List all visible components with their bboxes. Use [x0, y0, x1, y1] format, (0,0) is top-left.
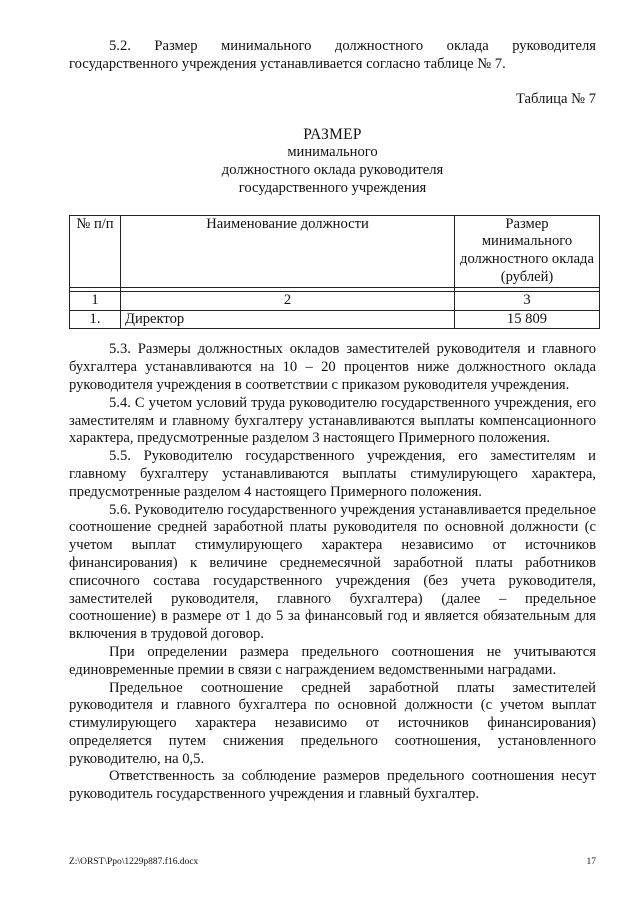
document-body — [69, 38, 596, 804]
paragraph-5-4: 5.4. С учетом условий труда руководителю государственного учреждения, его заместителям и главному бухгалтеру устанавливаются выплаты компенсационного характера, предусмотренные разделом 3 настоящего Примерного положения. — [69, 394, 596, 447]
heading-title: РАЗМЕР — [303, 126, 362, 144]
paragraph-5-6: 5.6. Руководителю государственного учреждения устанавливается предельное соотношение средней заработной платы руководителя по основной должности (с учетом выплат стимулирующего характера независимо от источников финансирования) к величине среднемесячной заработной платы работников списочного состава государственного учреждения (без учета руководителя, заместителей руководителя, главного бухгалтера) (далее – предельное соотношение) в размере от 1 до 5 за финансовый год и является обязательным для включения в трудовой договор. — [69, 501, 596, 643]
salary-table — [69, 215, 600, 330]
paragraph-responsibility: Ответственность за соблюдение размеров предельного соотношения несут руководитель государственного учреждения и главный бухгалтер. — [69, 768, 596, 803]
page-footer — [69, 856, 596, 868]
column-number-row — [70, 291, 600, 310]
row-num: 1. — [70, 310, 121, 329]
header-num: № п/п — [70, 215, 121, 287]
table-row — [70, 310, 600, 329]
paragraph-bonus-exclusion: При определении размера предельного соотношения не учитываются единовременные премии в связи с награждением ведомственными наградами. — [69, 643, 596, 678]
col-number-2: 2 — [121, 291, 455, 310]
col-number-3: 3 — [455, 291, 600, 310]
heading-line-3: должностного оклада руководителя — [221, 161, 444, 178]
paragraph-5-3: 5.3. Размеры должностных окладов заместителей руководителя и главного бухгалтера устанавливаются на 10 – 20 процентов ниже должностного оклада руководителя учреждения в соответствии с приказом руководителя учреждения. — [69, 341, 596, 393]
heading-line-4: государственного учреждения — [238, 179, 427, 196]
table-heading — [69, 126, 596, 197]
paragraph-5-5: 5.5. Руководителю государственного учреждения, его заместителям и главному бухгалтеру устанавливаются выплаты стимулирующего характера, предусмотренные разделом 4 настоящего Примерного положения. — [69, 448, 596, 500]
table-label: Таблица № 7 — [516, 90, 596, 107]
footer-file-path: Z:\ORST\Ppo\1229p887.f16.docx — [69, 857, 199, 867]
paragraph-deputy-ratio: Предельное соотношение средней заработной платы заместителей руководителя и главного бухгалтера по основной должности (с учетом выплат стимулирующего характера независимо от источников финансирования) определяется путем снижения предельного соотношения, установленного руководителю, на 0,5. — [69, 679, 596, 767]
page-number: 17 — [586, 857, 596, 867]
header-name: Наименование должности — [121, 215, 455, 287]
table-header-row — [70, 215, 600, 287]
heading-line-2: минимального — [287, 144, 378, 161]
row-salary: 15 809 — [455, 310, 600, 329]
row-position: Директор — [121, 310, 455, 329]
col-number-1: 1 — [70, 291, 121, 310]
paragraph-5-2: 5.2. Размер минимального должностного оклада руководителя государственного учреждения устанавливается согласно таблице № 7. — [69, 38, 596, 72]
header-size: Размер минимального должностного оклада (рублей) — [455, 215, 600, 287]
